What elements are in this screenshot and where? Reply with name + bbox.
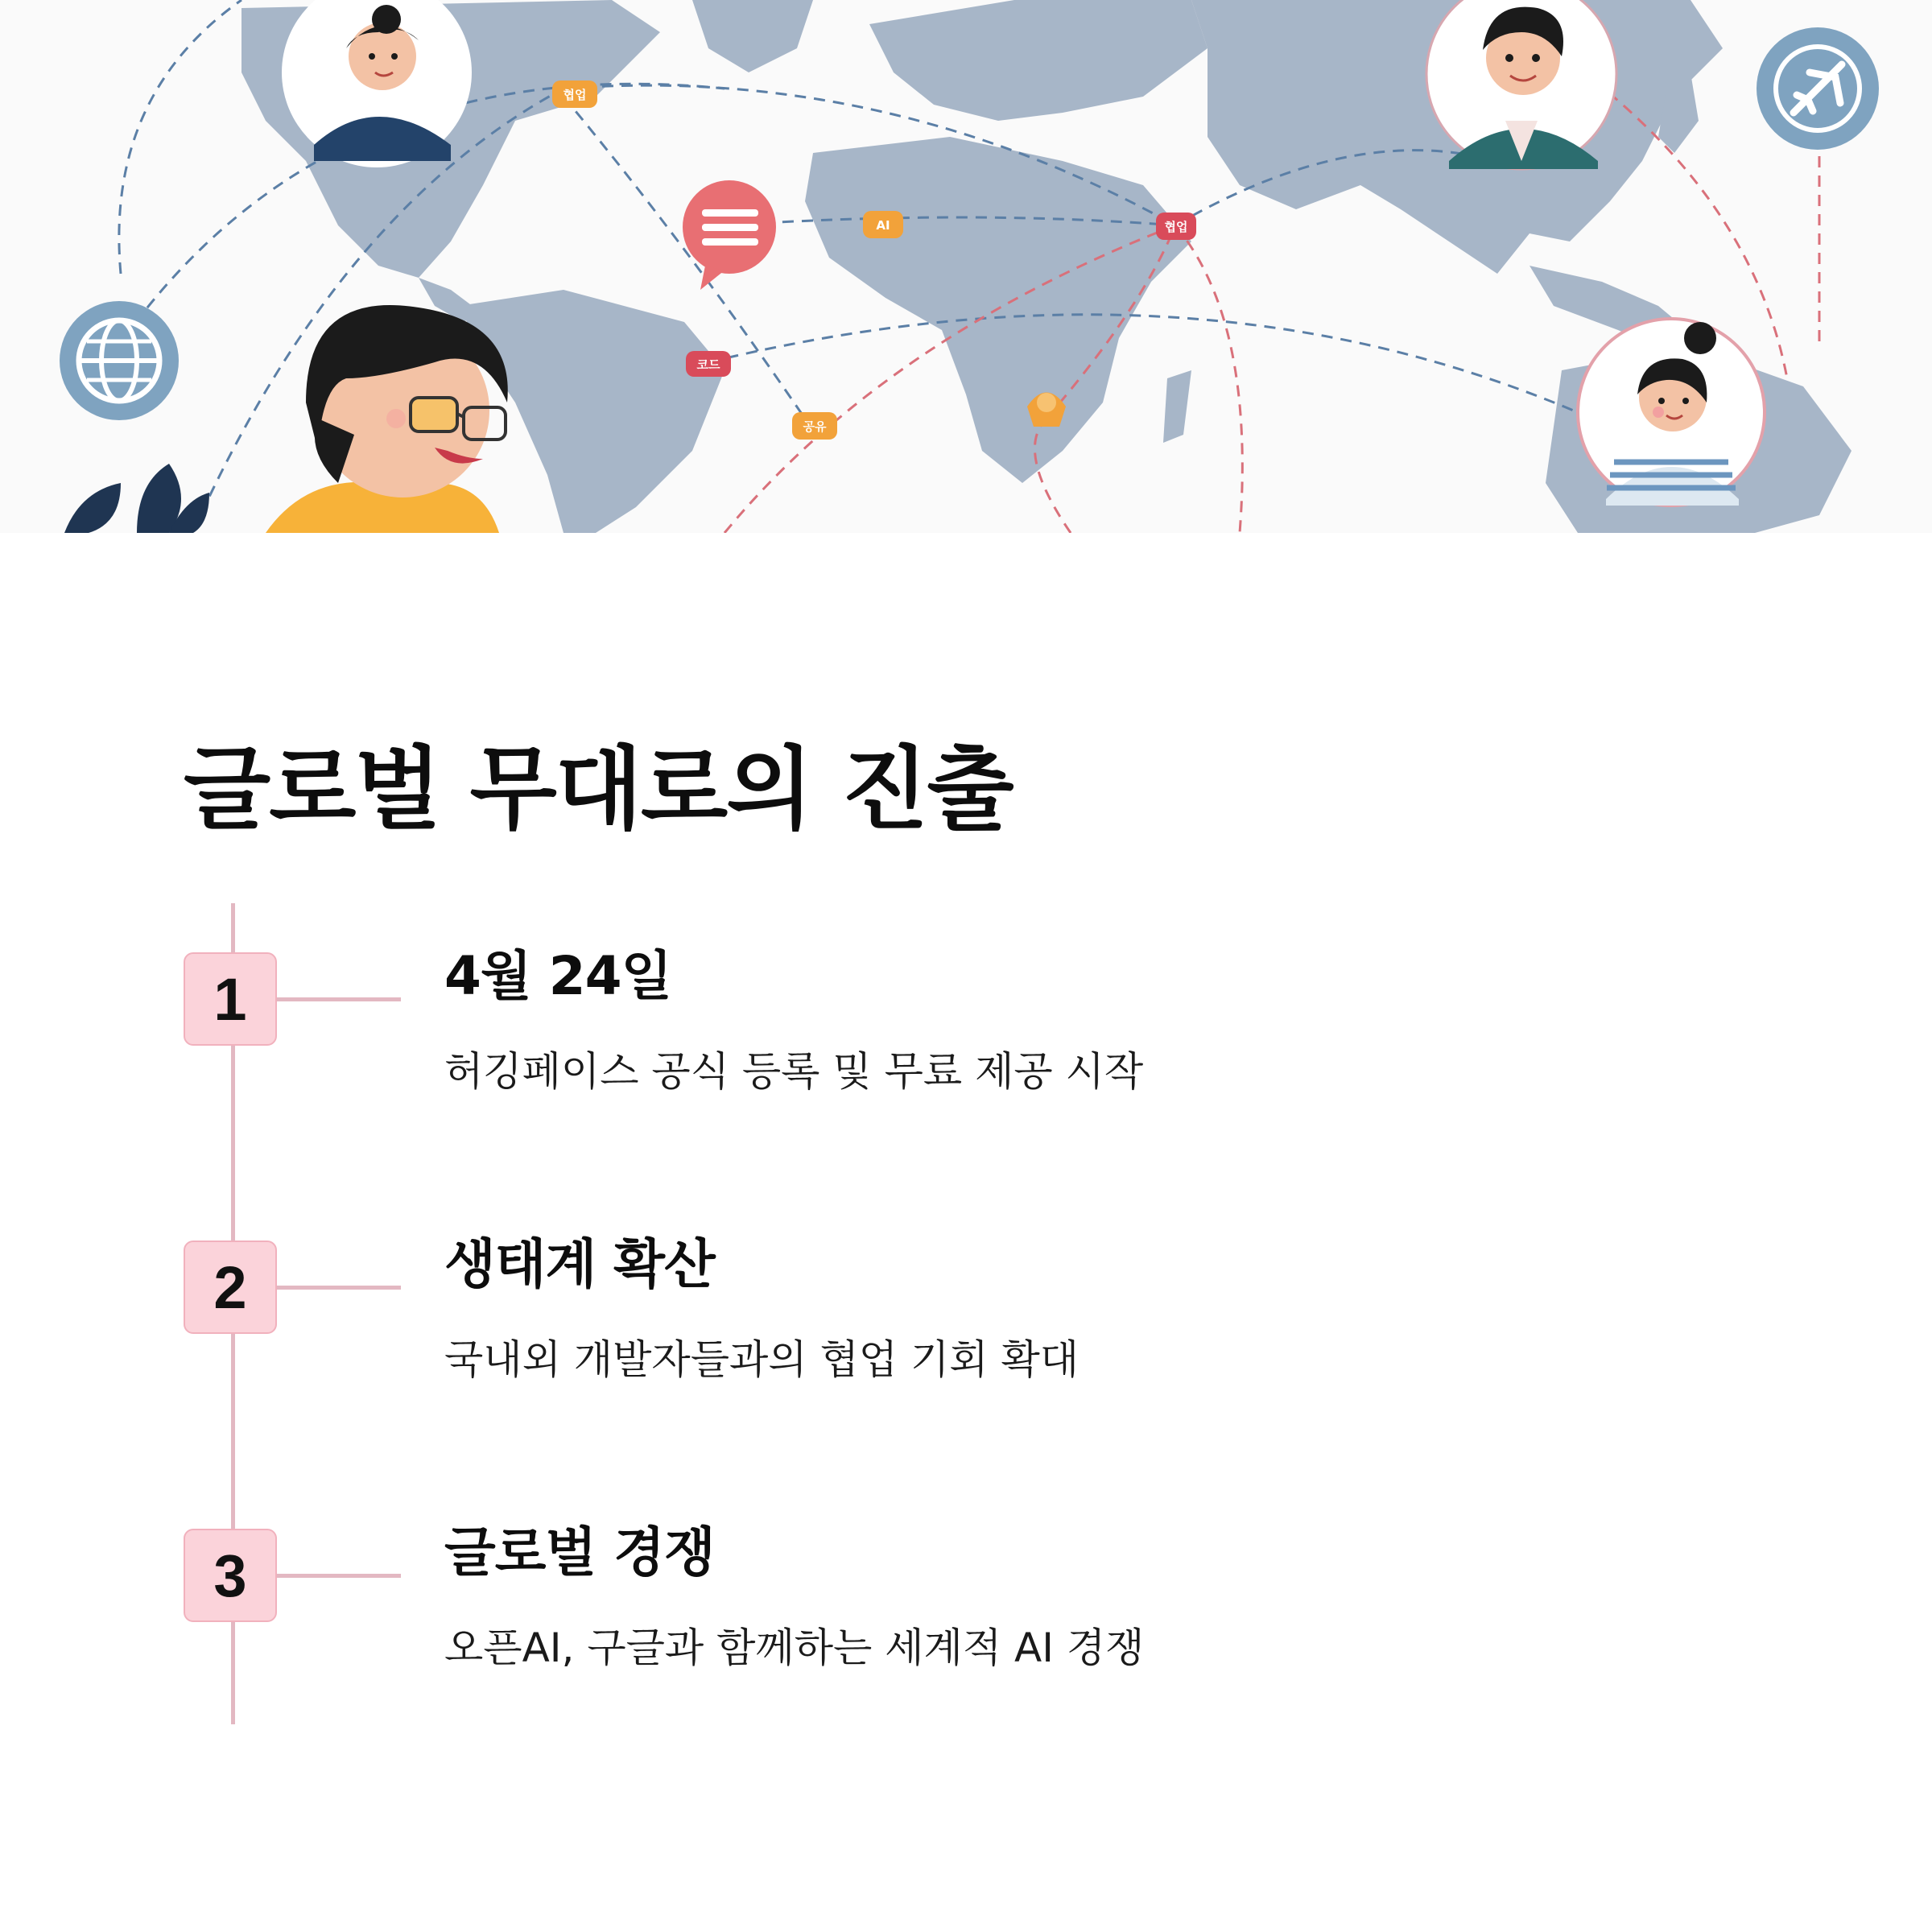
globe-icon [60,301,179,420]
step-number-badge: 1 [184,952,277,1046]
step-number-badge: 2 [184,1241,277,1334]
hero-illustration [0,0,1932,533]
avatar-person-3 [1578,319,1765,506]
step-title: 생태계 확산 [444,1233,715,1295]
route-label-2: AI [876,218,890,233]
route-label-1: 협업 [563,88,587,102]
step-description: 허깅페이스 공식 등록 및 무료 제공 시작 [444,1048,1144,1095]
step-title: 4월 24일 [444,945,672,1007]
route-label-4: 공유 [803,419,827,434]
airplane-icon [1757,27,1879,150]
step-description: 국내외 개발자들과의 협업 기회 확대 [444,1336,1080,1383]
page-title: 글로벌 무대로의 진출 [184,737,1013,842]
route-label-3: 코드 [696,357,720,372]
step-connector [277,1574,401,1578]
step-title: 글로벌 경쟁 [444,1521,715,1583]
step-connector [277,1286,401,1290]
step-connector [277,997,401,1001]
route-label-5: 협업 [1164,220,1188,234]
step-number-badge: 3 [184,1529,277,1622]
step-description: 오픈AI, 구글과 함께하는 세계적 AI 경쟁 [444,1624,1145,1671]
